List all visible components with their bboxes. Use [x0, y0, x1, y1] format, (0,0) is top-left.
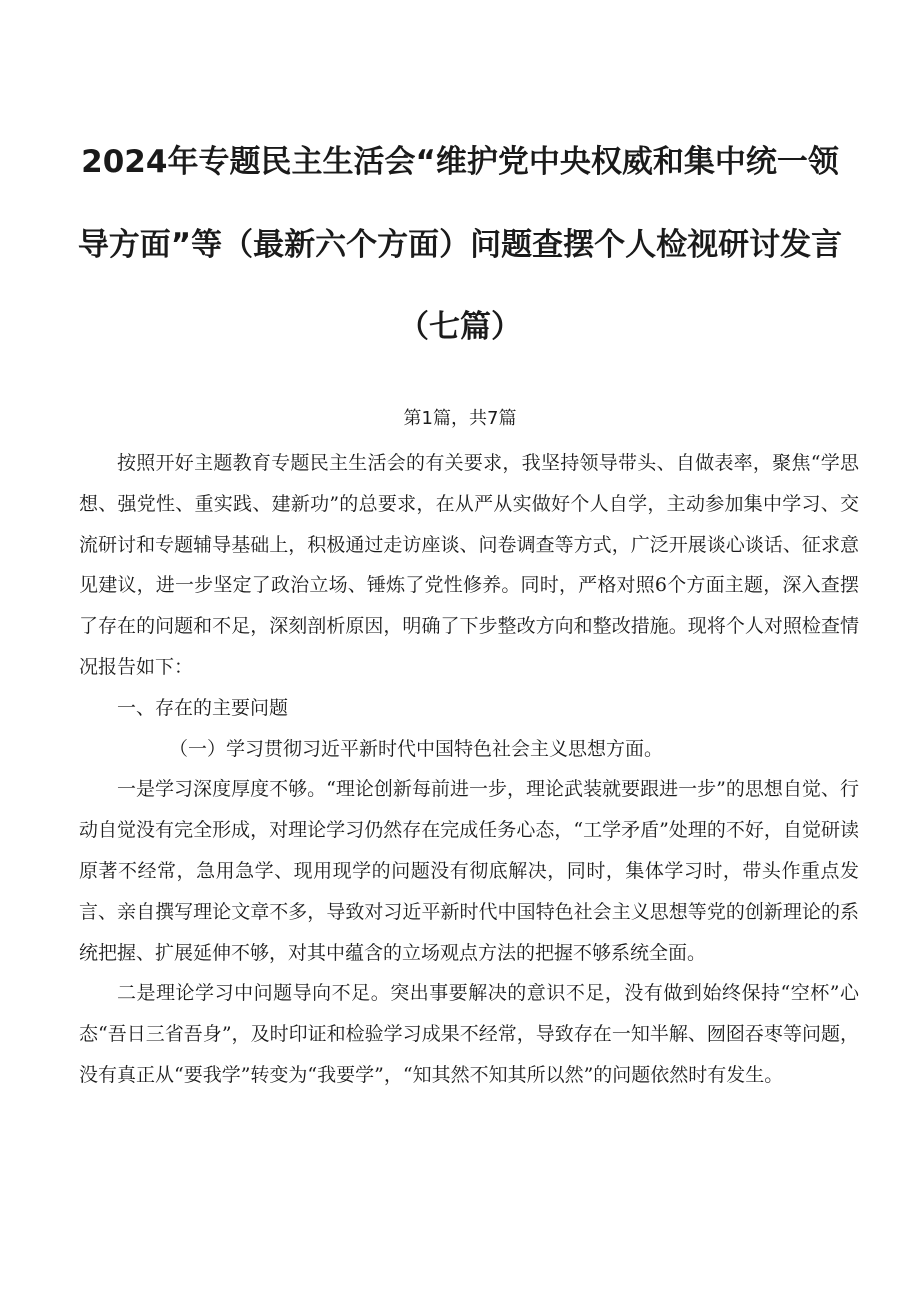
title-line-2 [60, 225, 860, 265]
title-line-3 [60, 307, 860, 347]
title-line-1 [60, 142, 860, 182]
title-line-1-text: 2024年专题民主生活会“维护党中央权威和集中统一领 [81, 144, 839, 182]
part-indicator: 第1篇，共7篇 [403, 408, 517, 429]
subsection-heading-1: （一）学习贯彻习近平新时代中国特色社会主义思想方面。 [169, 737, 664, 760]
intro-paragraph: 按照开好主题教育专题民主生活会的有关要求，我坚持领导带头、自做表率，聚焦“学思想、强党性、重实践、建新功”的总要求，在从严从实做好个人自学，主动参加集中学习、交流研讨和专题辅导基础上，积极通过走访座谈、问卷调查等方式，广泛开展谈心谈话、征求意见建议，进一步坚定了政治立场、锤炼了党性修养。同时，严格对照6个方面主题，深入查摆了存在的问题和不足，深刻剖析原因，明确了下步整改方向和整改措施。现将个人对照检查情况报告如下： [79, 452, 859, 678]
point-paragraph-2: 二是理论学习中问题导向不足。突出事要解决的意识不足，没有做到始终保持“空杯”心态“吾日三省吾身”，及时印证和检验学习成果不经常，导致存在一知半解、囫囵吞枣等问题，没有真正从“要我学”转变为“我要学”，“知其然不知其所以然”的问题依然时有发生。 [79, 982, 859, 1086]
title-line-3-text: （七篇） [398, 309, 522, 347]
section-heading-1: 一、存在的主要问题 [117, 696, 289, 719]
document-body [79, 443, 859, 1096]
point-paragraph-1: 一是学习深度厚度不够。“理论创新每前进一步，理论武装就要跟进一步”的思想自觉、行动自觉没有完全形成，对理论学习仍然存在完成任务心态，“工学矛盾”处理的不好，自觉研读原著不经常，急用急学、现用现学的问题没有彻底解决，同时，集体学习时，带头作重点发言、亲自撰写理论文章不多，导致对习近平新时代中国特色社会主义思想等党的创新理论的系统把握、扩展延伸不够，对其中蕴含的立场观点方法的把握不够系统全面。 [79, 778, 859, 964]
title-line-2-text: 导方面”等（最新六个方面）问题查摆个人检视研讨发言 [78, 227, 842, 265]
